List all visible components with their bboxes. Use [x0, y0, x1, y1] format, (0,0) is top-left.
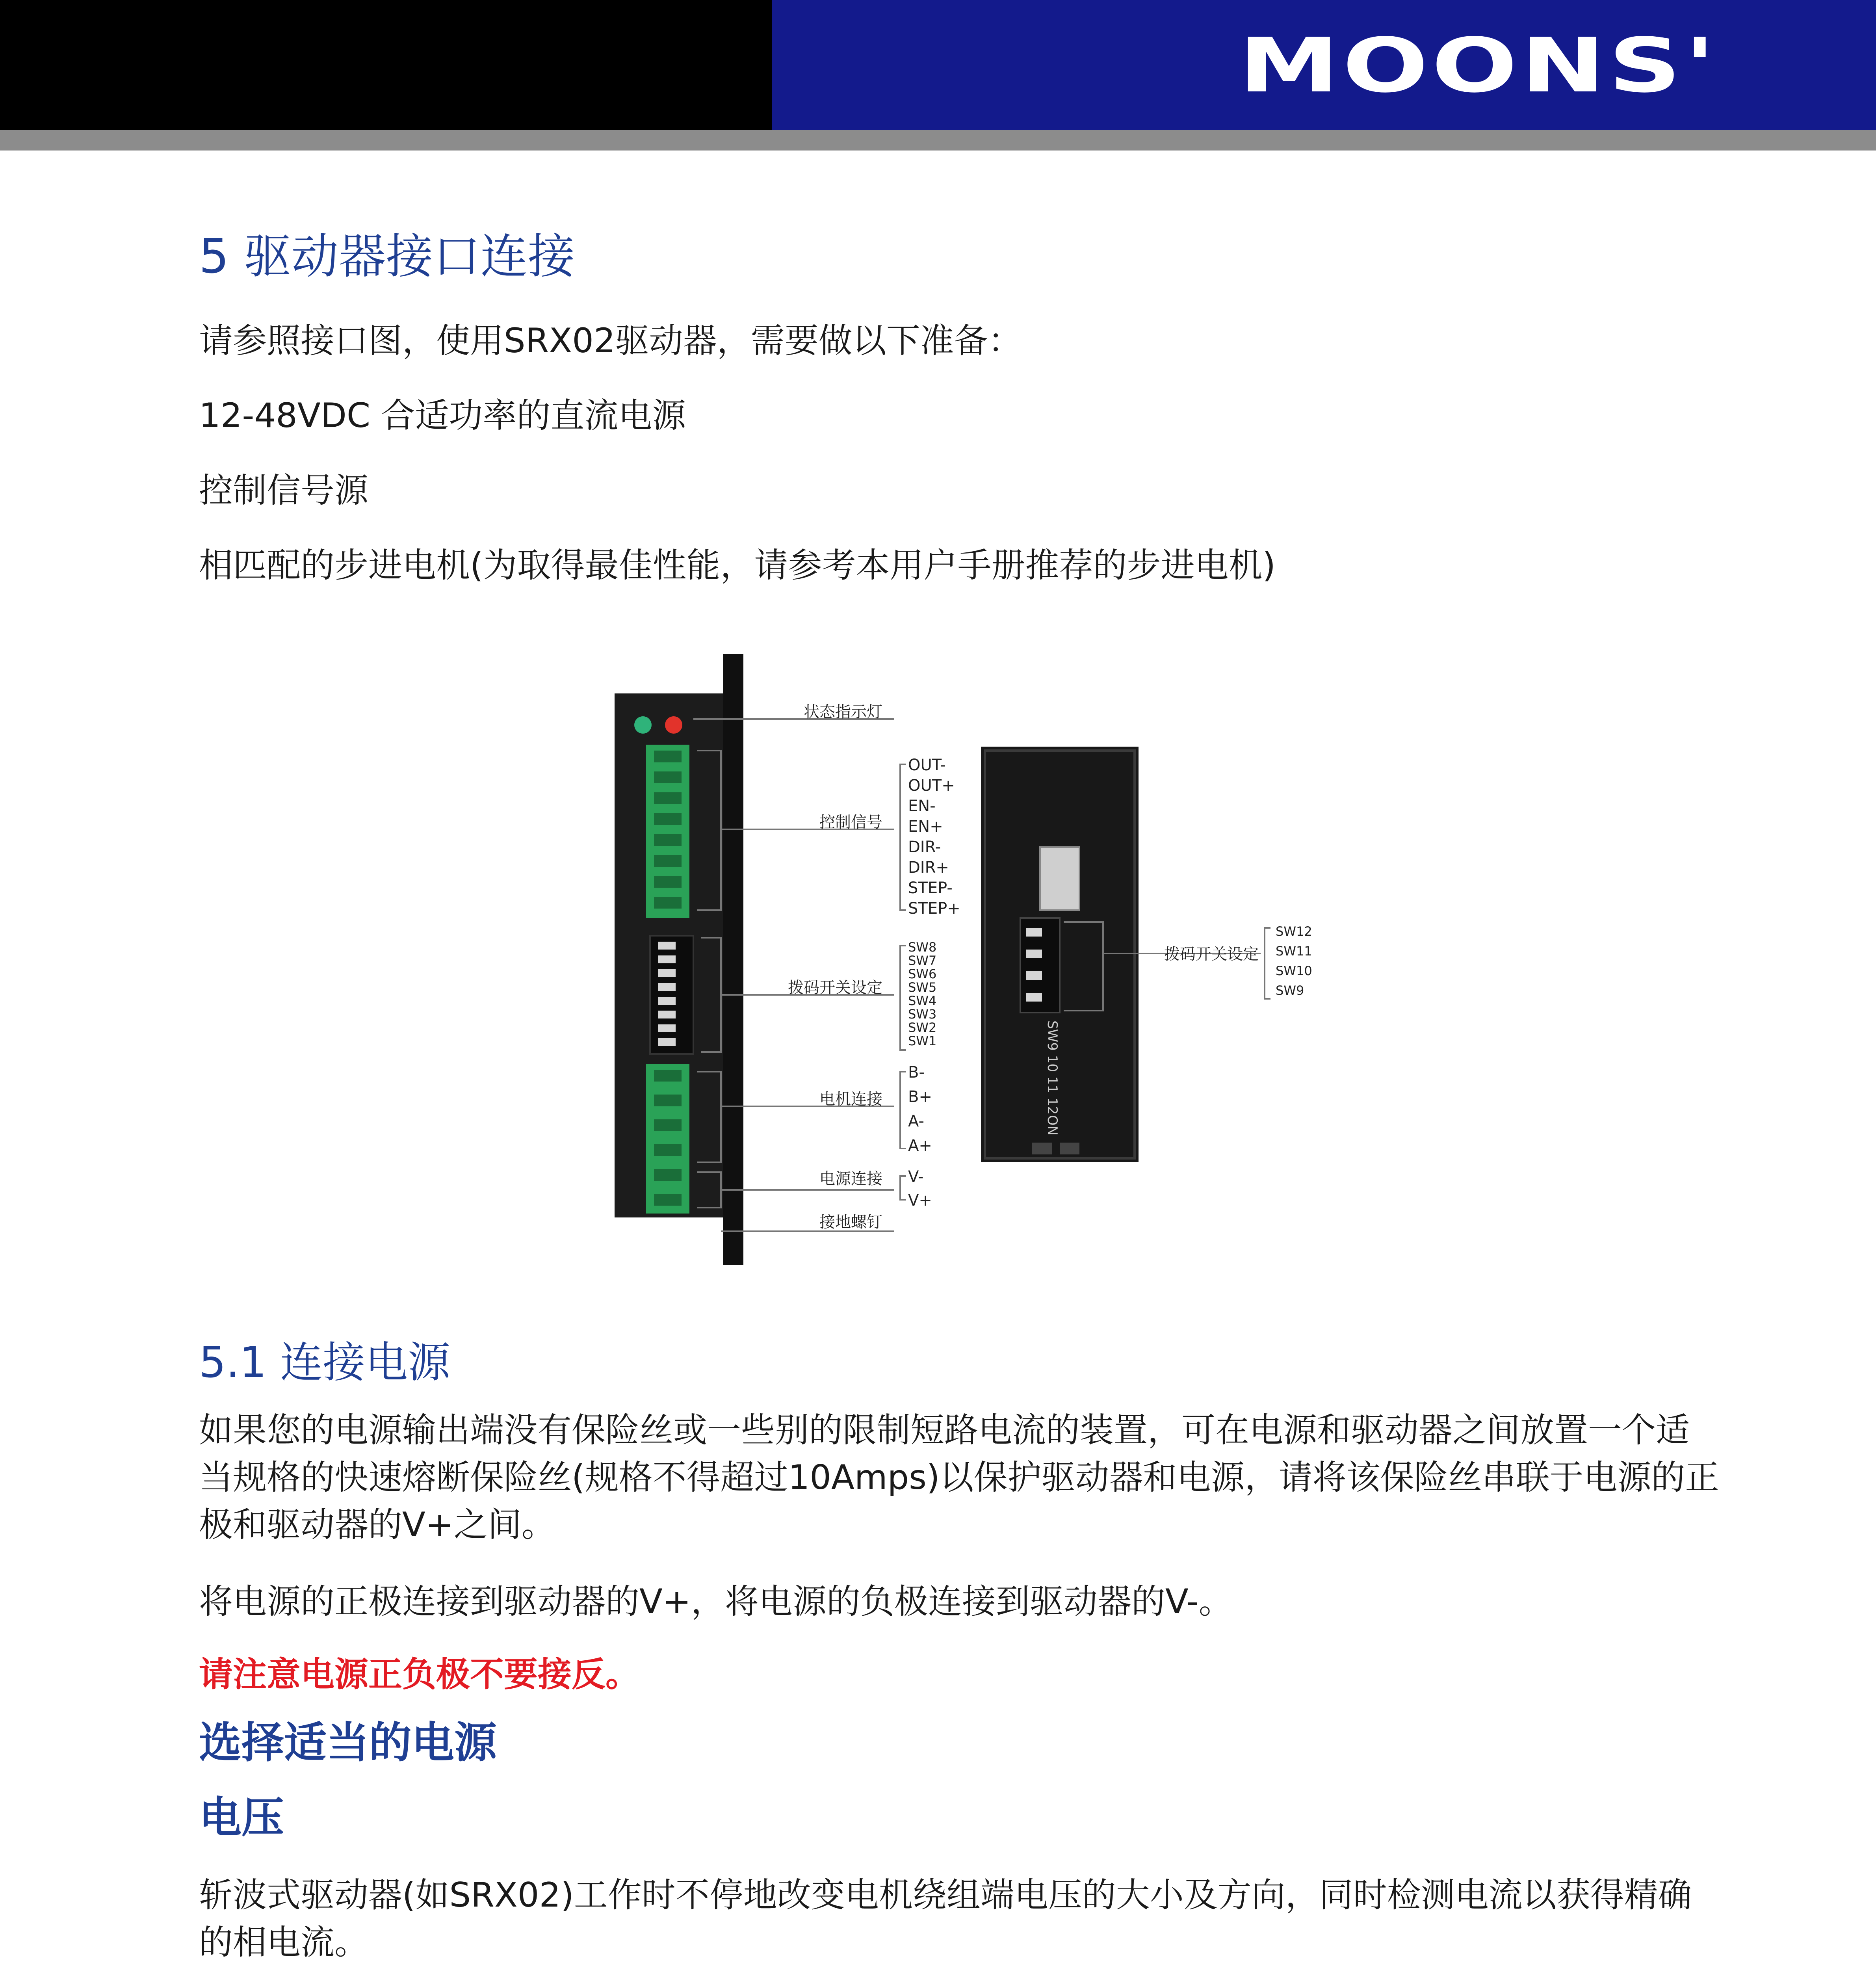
warning-text: 请注意电源正负极不要接反。	[199, 1655, 639, 1694]
drive-heatsink-edge	[723, 654, 743, 1265]
side-vertical-label: SW9 10 11 12	[1044, 1020, 1060, 1115]
intro-paragraph: 12-48VDC 合适功率的直流电源	[199, 396, 686, 435]
dip-label: SW2	[908, 1020, 937, 1035]
voltage-title: 电压	[199, 1793, 284, 1842]
green-led	[634, 716, 652, 734]
side-on-label: ON	[1044, 1115, 1060, 1136]
label-control-signal: 控制信号	[819, 813, 882, 831]
body-paragraph: 将电源的正极连接到驱动器的V+，将电源的负极连接到驱动器的V-。	[199, 1582, 1233, 1621]
label-motor-connection: 电机连接	[819, 1090, 882, 1108]
intro-paragraph: 相匹配的步进电机(为取得最佳性能，请参考本用户手册推荐的步进电机)	[199, 546, 1276, 585]
dip-label: SW5	[908, 980, 937, 995]
dip-label: SW4	[908, 993, 937, 1008]
pin-label: DIR+	[908, 859, 949, 877]
label-ground-screw: 接地螺钉	[819, 1213, 882, 1231]
body-paragraph: 斩波式驱动器(如SRX02)工作时不停地改变电机绕组端电压的大小及方向，同时检测电流以获得精确的相电流。	[199, 1875, 1692, 1962]
pin-label: DIR-	[908, 838, 941, 856]
pin-label: V-	[908, 1168, 924, 1186]
side-dip-label: SW9	[1276, 983, 1304, 998]
label-power-connection: 电源连接	[819, 1170, 882, 1188]
label-side-dip-switch: 拨码开关设定	[1164, 945, 1259, 963]
side-dip-label: SW11	[1276, 944, 1312, 959]
body-paragraph: 如果您的电源输出端没有保险丝或一些别的限制短路电流的装置，可在电源和驱动器之间放置一个适当规格的快速熔断保险丝(规格不得超过10Amps)以保护驱动器和电源，请将该保险丝串联于电源的正极和驱动器的V+之间。	[199, 1411, 1719, 1544]
side-dip-label: SW10	[1276, 963, 1312, 978]
interface-diagram	[591, 646, 1339, 1273]
intro-paragraph: 控制信号源	[199, 471, 368, 510]
dip-switch-block	[650, 936, 693, 1054]
label-status-led: 状态指示灯	[804, 703, 882, 721]
pin-label: A+	[908, 1137, 932, 1155]
drive-side-view	[981, 747, 1139, 1162]
pin-label: B+	[908, 1088, 932, 1106]
dip-label: SW3	[908, 1007, 937, 1022]
dip-label: SW1	[908, 1033, 937, 1048]
pin-label: OUT-	[908, 756, 946, 774]
header-black-bar	[0, 0, 772, 130]
pin-label: STEP-	[908, 879, 953, 897]
moons-logo: MOONS'	[1239, 22, 1718, 109]
section-title: 5 驱动器接口连接	[199, 229, 575, 284]
side-dip-label: SW12	[1276, 924, 1312, 939]
control-terminal-block	[646, 745, 689, 918]
pin-label: EN+	[908, 818, 943, 836]
pin-label: V+	[908, 1191, 932, 1210]
motor-power-terminal-block	[646, 1064, 689, 1214]
pin-label: OUT+	[908, 777, 955, 795]
pin-label: STEP+	[908, 900, 960, 918]
pin-label: EN-	[908, 797, 936, 815]
dip-label: SW8	[908, 940, 937, 955]
subsection-title: 5.1 连接电源	[199, 1338, 451, 1387]
choose-power-title: 选择适当的电源	[199, 1718, 497, 1767]
red-led	[665, 716, 682, 734]
pin-label: A-	[908, 1112, 924, 1130]
label-dip-switch: 拨码开关设定	[788, 979, 882, 997]
header-gray-rule	[0, 130, 1876, 151]
dip-label: SW6	[908, 966, 937, 981]
dip-label: SW7	[908, 953, 937, 968]
intro-paragraph: 请参照接口图，使用SRX02驱动器，需要做以下准备：	[199, 321, 1022, 361]
pin-label: B-	[908, 1063, 925, 1082]
